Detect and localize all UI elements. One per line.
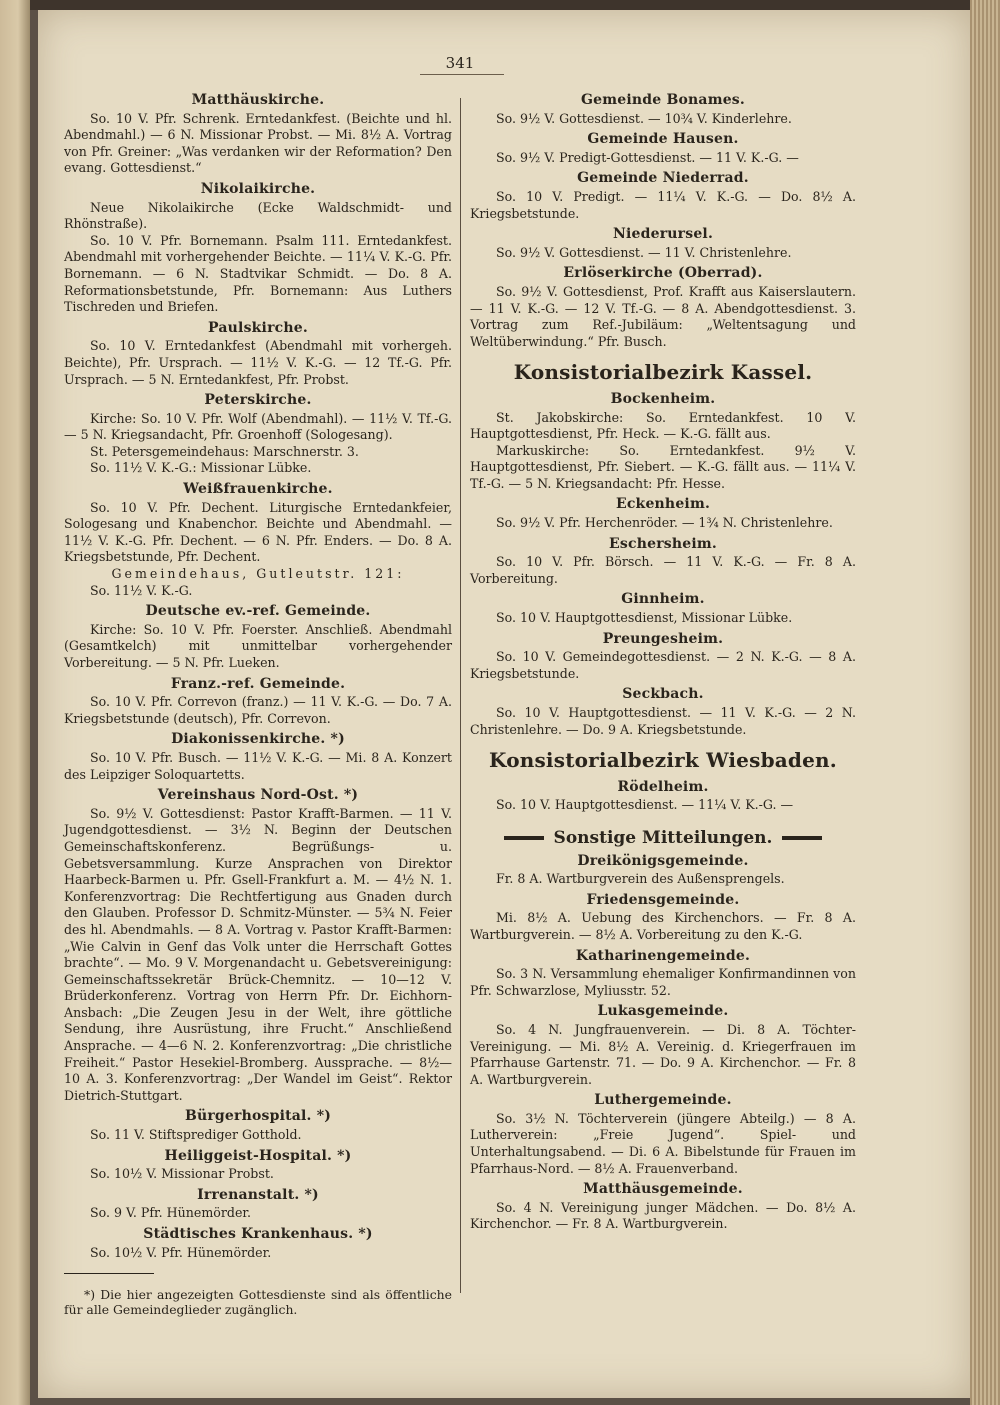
heading: Bockenheim.: [610, 390, 716, 407]
footnote: *) Die hier angezeigten Gottesdienste sind als öffentliche für alle Gemeindeglieder zugänglich.: [64, 1286, 452, 1317]
section-title: Sonstige Mitteilungen.: [553, 827, 773, 848]
right-column: [470, 88, 856, 1233]
paragraph: So. 10½ V. Pfr. Hünemörder.: [90, 1244, 272, 1260]
heading: Erlöserkirche (Oberrad).: [563, 265, 763, 282]
heading: Matthäuskirche.: [191, 92, 325, 108]
paragraph: So. 10 V. Pfr. Börsch. — 11 V. K.-G. — Fr. 8 A. Vorbereitung.: [470, 554, 856, 586]
paragraph: So. 9½ V. Predigt-Gottesdienst. — 11 V. K.-G. —: [496, 149, 799, 165]
heading: Nikolaikirche.: [200, 180, 316, 197]
paragraph: So. 9 V. Pfr. Hünemörder.: [90, 1205, 252, 1221]
paragraph: So. 4 N. Vereinigung junger Mädchen. — Do. 8½ A. Kirchenchor. — Fr. 8 A. Wartburgverein.: [470, 1199, 856, 1232]
paragraph: Fr. 8 A. Wartburgverein des Außensprengels.: [496, 871, 785, 887]
paragraph: Kirche: So. 10 V. Pfr. Wolf (Abendmahl). — 11½ V. Tf.-G. — 5 N. Kriegsandacht, Pfr. Groenhoff (Sologesang).: [64, 410, 452, 443]
heading: Niederursel.: [612, 226, 714, 243]
paragraph: So. 10 V. Gemeindegottesdienst. — 2 N. K.-G. — 8 A. Kriegsbetstunde.: [470, 649, 856, 681]
paragraph: So. 9½ V. Gottesdienst, Prof. Krafft aus Kaiserslautern. — 11 V. K.-G. — 12 V. Tf.-G. — 8 A. Abendgottesdienst. 3. Vortrag zum Ref.-Jubiläum: „Weltentsagung und Weltüberwindung.“ Pfr. Busch.: [470, 283, 856, 349]
page-number: 341: [445, 54, 475, 72]
heading: Preungesheim.: [602, 630, 724, 647]
heading: Gemeinde Niederrad.: [577, 170, 749, 187]
paragraph: So. 9½ V. Pfr. Herchenröder. — 1¾ N. Christenlehre.: [496, 515, 833, 531]
paragraph: So. 11 V. Stiftsprediger Gotthold.: [90, 1127, 302, 1143]
district-heading: Konsistorialbezirk Wiesbaden.: [489, 748, 837, 773]
section-banner: [470, 827, 856, 848]
paragraph: St. Petersgemeindehaus: Marschnerstr. 3.: [90, 443, 359, 459]
district-heading: Konsistorialbezirk Kassel.: [513, 360, 813, 385]
heading: Eschersheim.: [609, 535, 717, 552]
heading: Vereinshaus Nord-Ost. *): [157, 787, 359, 804]
paragraph: So. 4 N. Jungfrauenverein. — Di. 8 A. Töchter-Vereinigung. — Mi. 8½ A. Vereinig. d. Kriegerfrauen im Pfarrhause Gartenstr. 71. — Do. 9 A. Kirchenchor. — Fr. 8 A. Wartburgverein.: [470, 1021, 856, 1087]
page-number-rule: [420, 74, 504, 75]
paragraph: So. 11½ V. K.-G.: Missionar Lübke.: [90, 460, 312, 476]
heading: Eckenheim.: [615, 496, 711, 513]
heading: Deutsche ev.-ref. Gemeinde.: [145, 603, 371, 620]
paragraph: So. 11½ V. K.-G.: [90, 582, 193, 598]
footnote-rule: [64, 1273, 154, 1274]
heading: Gemeinde Bonames.: [581, 92, 745, 108]
heading: Rödelheim.: [617, 778, 709, 795]
paragraph: So. 10 V. Hauptgottesdienst, Missionar Lübke.: [496, 610, 793, 626]
paragraph: So. 10 V. Pfr. Bornemann. Psalm 111. Erntedankfest. Abendmahl mit vorhergehender Beichte. — 11¼ V. K.-G. Pfr. Bornemann. — 6 N. Stadtvikar Schmidt. — Do. 8 A. Reformationsbetstunde, Pfr. Bornemann: Aus Luthers Tischreden und Briefen.: [64, 232, 452, 315]
heading: Städtisches Krankenhaus. *): [143, 1226, 373, 1242]
heading: Matthäusgemeinde.: [583, 1181, 743, 1198]
paragraph: So. 10½ V. Missionar Probst.: [90, 1166, 274, 1182]
heading: Paulskirche.: [208, 319, 308, 336]
paragraph: So. 10 V. Predigt. — 11¼ V. K.-G. — Do. 8½ A. Kriegsbetstunde.: [470, 188, 856, 221]
heading: Katharinengemeinde.: [575, 947, 751, 964]
paragraph: Markuskirche: So. Erntedankfest. 9½ V. Hauptgottesdienst, Pfr. Siebert. — K.-G. fällt aus. — 11¼ V. Tf.-G. — 5 N. Kriegsandacht: Pfr. Hesse.: [470, 442, 856, 491]
heading: Weißfrauenkirche.: [183, 481, 333, 498]
paragraph: So. 9½ V. Gottesdienst: Pastor Krafft-Barmen. — 11 V. Jugendgottesdienst. — 3½ N. Beginn der Deutschen Gemeinschaftskonferenz. Begrüßungs- u. Gebetsversammlung. Kurze Ansprachen von Direktor Haarbeck-Barmen u. Pfr. Gsell-Frankfurt a. M. — 4½ N. 1. Konferenzvortrag: Die Rechtfertigung aus Gnaden durch den Glauben. Professor D. Schmitz-Münster. — 5¾ N. Feier des hl. Abendmahls. — 8 A. Vortrag v. Pastor Krafft-Barmen: „Wie Calvin in Genf das Volk unter die Herrschaft Gottes brachte“. — Mo. 9 V. Morgenandacht u. Gebetsvereinigung: Gemeinschaftssekretär Brück-Chemnitz. — 10—12 V. Brüderkonferenz. Vortrag von Herrn Pfr. Dr. Eichhorn-Ansbach: „Die Zeugen Jesu in der Welt, ihre göttliche Sendung, ihre Ausrüstung, ihre Frucht.“ Anschließend Ansprache. — 4—6 N. 2. Konferenzvortrag: „Die christliche Freiheit.“ Pastor Hesekiel-Bromberg. Aussprache. — 8½—10 A. 3. Konferenzvortrag: „Der Wandel im Geist“. Rektor Dietrich-Stuttgart.: [64, 805, 452, 1103]
banner-bar: [504, 836, 544, 840]
paragraph: Neue Nikolaikirche (Ecke Waldschmidt- und Rhönstraße).: [64, 199, 452, 232]
paragraph: Gemeindehaus, Gutleutstr. 121:: [111, 566, 405, 582]
paragraph: So. 10 V. Hauptgottesdienst. — 11 V. K.-G. — 2 N. Christenlehre. — Do. 9 A. Kriegsbetstunde.: [470, 705, 856, 737]
paragraph: Kirche: So. 10 V. Pfr. Foerster. Anschließ. Abendmahl (Gesamtkelch) mit unmittelbar vorhergehender Vorbereitung. — 5 N. Pfr. Lueken.: [64, 621, 452, 670]
column-divider: [460, 98, 461, 1293]
paragraph: St. Jakobskirche: So. Erntedankfest. 10 V. Hauptgottesdienst, Pfr. Heck. — K.-G. fällt aus.: [470, 409, 856, 442]
left-column: [64, 88, 452, 1329]
heading: Lukasgemeinde.: [597, 1003, 729, 1020]
heading: Friedensgemeinde.: [586, 891, 740, 908]
paragraph: So. 10 V. Pfr. Correvon (franz.) — 11 V. K.-G. — Do. 7 A. Kriegsbetstunde (deutsch), Pfr. Correvon.: [64, 694, 452, 726]
banner-bar: [782, 836, 822, 840]
adjacent-page-edge: [0, 0, 30, 1405]
book-edge: [970, 0, 1000, 1405]
heading: Peterskirche.: [204, 392, 312, 409]
paragraph: So. 10 V. Erntedankfest (Abendmahl mit vorhergeh. Beichte), Pfr. Ursprach. — 11½ V. K.-G. — 12 Tf.-G. Pfr. Ursprach. — 5 N. Erntedankfest, Pfr. Probst.: [64, 338, 452, 387]
heading: Gemeinde Hausen.: [587, 131, 739, 148]
paragraph: So. 9½ V. Gottesdienst. — 11 V. Christenlehre.: [496, 244, 792, 260]
paragraph: So. 3½ N. Töchterverein (jüngere Abteilg.) — 8 A. Lutherverein: „Freie Jugend“. Spiel- und Unterhaltungsabend. — Di. 6 A. Bibelstunde für Frauen im Pfarrhaus-Nord. — 8½ A. Frauenverband.: [470, 1110, 856, 1176]
heading: Irrenanstalt. *): [197, 1186, 319, 1203]
paragraph: So. 9½ V. Gottesdienst. — 10¾ V. Kinderlehre.: [496, 110, 792, 126]
heading: Seckbach.: [622, 686, 704, 703]
heading: Franz.-ref. Gemeinde.: [170, 675, 346, 692]
paragraph: So. 10 V. Pfr. Schrenk. Erntedankfest. (Beichte und hl. Abendmahl.) — 6 N. Missionar Probst. — Mi. 8½ A. Vortrag von Pfr. Greiner: „Was verdanken wir der Reformation? Den evang. Gottesdienst.“: [64, 110, 452, 176]
paragraph: So. 10 V. Pfr. Busch. — 11½ V. K.-G. — Mi. 8 A. Konzert des Leipziger Soloquartetts.: [64, 749, 452, 782]
heading: Heiliggeist-Hospital. *): [164, 1147, 352, 1164]
heading: Dreikönigsgemeinde.: [577, 852, 749, 869]
heading: Luthergemeinde.: [594, 1092, 732, 1109]
heading: Ginnheim.: [621, 591, 705, 608]
scan-top-edge: [0, 0, 1000, 10]
heading: Bürgerhospital. *): [184, 1108, 332, 1125]
heading: Diakonissenkirche. *): [171, 731, 345, 748]
paragraph: So. 10 V. Pfr. Dechent. Liturgische Erntedankfeier, Sologesang und Knabenchor. Beichte und Abendmahl. — 11½ V. K.-G. Pfr. Dechent. — 6 N. Pfr. Enders. — Do. 8 A. Kriegsbetstunde, Pfr. Dechent.: [64, 499, 452, 565]
paragraph: So. 3 N. Versammlung ehemaliger Konfirmandinnen von Pfr. Schwarzlose, Myliusstr. 52.: [470, 966, 856, 998]
paragraph: So. 10 V. Hauptgottesdienst. — 11¼ V. K.-G. —: [496, 797, 794, 813]
paragraph: Mi. 8½ A. Uebung des Kirchenchors. — Fr. 8 A. Wartburgverein. — 8½ A. Vorbereitung zu den K.-G.: [470, 910, 856, 942]
